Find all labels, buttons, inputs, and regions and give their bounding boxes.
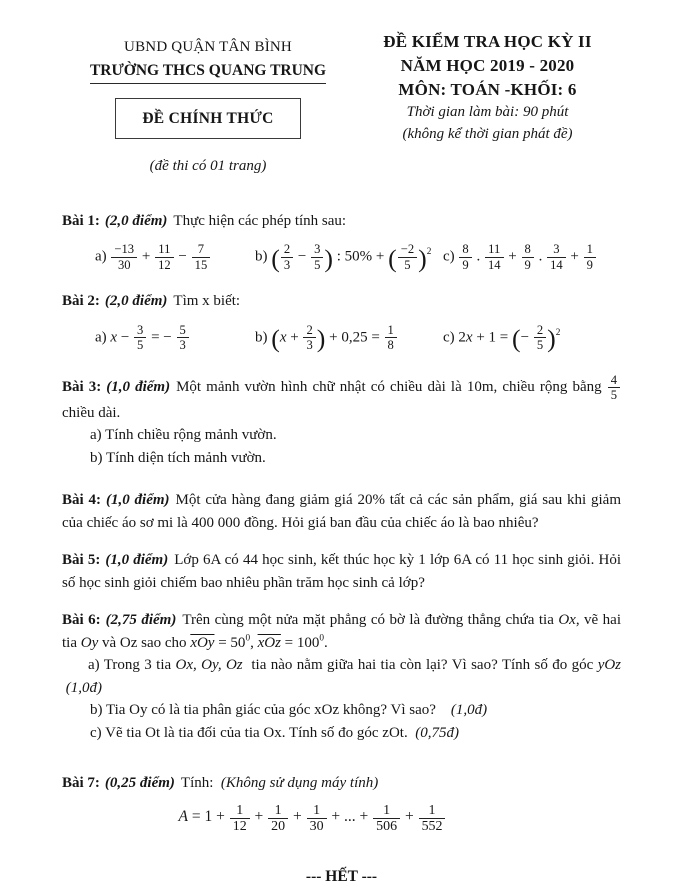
problem-6-points: (2,75 điểm) bbox=[105, 612, 177, 629]
problem-7 bbox=[62, 772, 621, 835]
problem-1-points: (2,0 điểm) bbox=[104, 212, 168, 229]
problem-3 bbox=[62, 373, 621, 470]
problem-1 bbox=[62, 210, 621, 278]
expression-1c: c) $\frac{8}{9}$ . $\frac{11}{14}$ + $\frac{8}{9}$ . $\frac{3}{14}$ + $\frac{1}{9}$ bbox=[443, 242, 621, 271]
header-left bbox=[62, 30, 354, 178]
problem-7-label: Bài 7: bbox=[62, 775, 100, 792]
end-marker: --- HẾT --- bbox=[305, 867, 378, 885]
expression-1a: a) $\frac{-13}{30}$ + $\frac{11}{12}$ − $\frac{7}{15}$ bbox=[95, 242, 255, 271]
expression-2a: a) x − $\frac{3}{5}$ = − $\frac{5}{3}$ bbox=[95, 323, 255, 352]
problem-5-label: Bài 5: bbox=[62, 552, 101, 569]
problem-7-heading bbox=[62, 772, 621, 795]
problem-6 bbox=[62, 609, 621, 744]
problem-2 bbox=[62, 290, 621, 358]
school-year: NĂM HỌC 2019 - 2020 bbox=[400, 56, 575, 76]
department-name: UBND QUẬN TÂN BÌNH bbox=[124, 39, 292, 55]
problem-6-label: Bài 6: bbox=[62, 612, 101, 629]
problem-5-text: Lớp 6A có 44 học sinh, kết thúc học kỳ 1 lớp 6A có 11 học sinh giỏi. Hỏi số học sinh giỏi chiếm bao nhiêu phần trăm học sinh cả lớp? bbox=[62, 552, 622, 591]
exam-title: ĐỀ KIỂM TRA HỌC KỲ II bbox=[383, 32, 592, 51]
problem-2-label: Bài 2: bbox=[62, 293, 100, 309]
exam-type-box: ĐỀ CHÍNH THỨC bbox=[115, 98, 300, 139]
problem-4 bbox=[62, 489, 621, 534]
problem-6-text: Trên cùng một nửa mặt phẳng có bờ là đường thẳng chứa tia Ox, vẽ hai tia Oy và Oz sao cho $\overline{xOy} = 50^0$, $\overline{xOz} = 100^0$. bbox=[62, 612, 622, 651]
problem-6-item-b: b) Tia Oy có là tia phân giác của góc xOz không? Vì sao? (1,0đ) bbox=[90, 702, 488, 719]
problem-4-label: Bài 4: bbox=[62, 492, 101, 509]
problem-3-points: (1,0 điểm) bbox=[106, 378, 171, 395]
problem-1-intro: Thực hiện các phép tính sau: bbox=[173, 212, 347, 229]
problem-1-label: Bài 1: bbox=[62, 212, 100, 229]
problem-4-heading bbox=[62, 489, 621, 534]
duration-note: (không kể thời gian phát đề) bbox=[402, 125, 573, 142]
header bbox=[62, 30, 621, 178]
problem-3-item-a: a) Tính chiều rộng mảnh vườn. bbox=[90, 427, 277, 444]
problem-2-expressions bbox=[62, 318, 621, 358]
problem-5-points: (1,0 điểm) bbox=[105, 552, 169, 569]
problem-1-heading bbox=[62, 210, 621, 233]
problem-4-text: Một cửa hàng đang giảm giá 20% tất cả các sản phẩm, giá sau khi giảm của chiếc áo sơ mi là 400 000 đồng. Hỏi giá ban đầu của chiếc áo là bao nhiêu? bbox=[62, 492, 622, 531]
school-name-row bbox=[62, 59, 354, 84]
problem-6-item-a: a) Trong 3 tia Ox, Oy, Oz tia nào nằm giữa hai tia còn lại? Vì sao? Tính số đo góc yOz (1,0đ) bbox=[65, 657, 622, 696]
page-count-note: (đề thi có 01 trang) bbox=[149, 158, 267, 174]
problem-7-formula: A = 1 + $\frac{1}{12}$ + $\frac{1}{20}$ + $\frac{1}{30}$ + ... + $\frac{1}{506}$ + $\frac{1}{552}$ bbox=[62, 803, 621, 835]
expression-2c: c) 2x + 1 = (− $\frac{2}{5}$ )$^2$ bbox=[443, 322, 561, 354]
problem-5 bbox=[62, 549, 621, 594]
expression-2b: b) (x + $\frac{2}{3}$ ) + 0,25 = $\frac{1}{8}$ bbox=[255, 323, 443, 352]
subject-grade: MÔN: TOÁN -KHỐI: 6 bbox=[398, 80, 577, 100]
problem-6-heading bbox=[62, 609, 621, 654]
problem-7-intro: Tính: (Không sử dụng máy tính) bbox=[180, 775, 379, 792]
school-name: TRƯỜNG THCS QUANG TRUNG bbox=[90, 59, 326, 84]
problem-3-text: Một mảnh vườn hình chữ nhật có chiều dài là 10m, chiều rộng bằng $\frac{4}{5}$ chiều dài. bbox=[62, 379, 621, 421]
problem-5-heading bbox=[62, 549, 621, 594]
problem-3-label: Bài 3: bbox=[62, 378, 102, 395]
exam-type-box-row bbox=[62, 98, 354, 139]
problem-4-points: (1,0 điểm) bbox=[105, 492, 170, 509]
duration-line: Thời gian làm bài: 90 phút bbox=[406, 104, 569, 121]
problem-1-expressions bbox=[62, 237, 621, 277]
problem-2-points: (2,0 điểm) bbox=[104, 293, 168, 309]
problem-2-intro: Tìm x biết: bbox=[173, 293, 241, 309]
expression-1b: b) ( $\frac{2}{3}$ − $\frac{3}{5}$ ) : 50% + ( $\frac{-2}{5}$ )$^2$ bbox=[255, 242, 432, 273]
problem-2-heading bbox=[62, 290, 621, 313]
problem-6-item-c: c) Vẽ tia Ot là tia đối của tia Ox. Tính số đo góc zOt. (0,75đ) bbox=[90, 724, 459, 741]
problem-3-heading bbox=[62, 373, 621, 425]
problem-7-points: (0,25 điểm) bbox=[104, 775, 175, 792]
problem-3-item-b: b) Tính diện tích mảnh vườn. bbox=[90, 449, 266, 466]
header-right bbox=[354, 30, 621, 178]
